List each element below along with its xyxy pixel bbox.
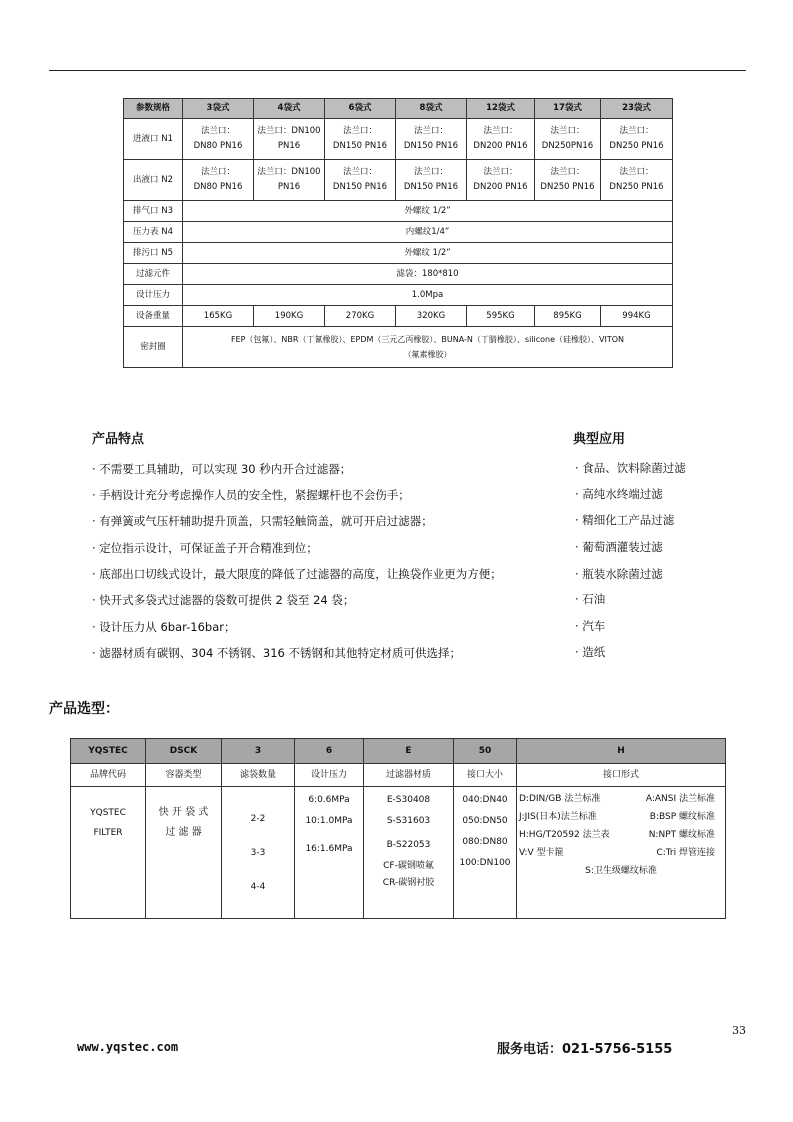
spec-cell: 法兰口：DN100 PN16 [254, 160, 325, 201]
selection-options-row [71, 787, 726, 919]
spec-header-row [124, 99, 673, 119]
spec-cell: 法兰口： DN80 PN16 [183, 119, 254, 160]
interface-option-row: S:卫生级螺纹标准 [585, 866, 657, 876]
spec-cell: 法兰口： DN250PN16 [535, 119, 601, 160]
spec-cell: 法兰口： DN150 PN16 [396, 160, 467, 201]
name-cell: 接口大小 [454, 764, 517, 787]
spec-header-cell: 8袋式 [396, 99, 467, 119]
brand-options: YQSTEC FILTER [71, 787, 146, 919]
spec-row-outlet [124, 160, 673, 201]
code-cell: YQSTEC [71, 739, 146, 764]
application-item: · 造纸 [575, 645, 606, 659]
row-label: 排污口 N5 [124, 243, 183, 264]
spec-cell: 法兰口： DN200 PN16 [467, 119, 535, 160]
spec-cell: 994KG [601, 306, 673, 327]
row-label: 进液口 N1 [124, 119, 183, 160]
spec-cell: 270KG [325, 306, 396, 327]
interface-option-row: J:JIS(日本)法兰标准 B:BSP 螺纹标准 [519, 812, 715, 822]
spec-table [123, 98, 673, 368]
spec-row-inlet [124, 119, 673, 160]
name-cell: 接口形式 [517, 764, 726, 787]
code-cell: 50 [454, 739, 517, 764]
application-item: · 精细化工产品过滤 [575, 513, 675, 527]
spec-header-cell: 6袋式 [325, 99, 396, 119]
feature-item: · 定位指示设计，可保证盖子开合精准到位； [92, 541, 318, 555]
interface-option-row: D:DIN/GB 法兰标准 A:ANSI 法兰标准 [519, 794, 715, 804]
spec-cell: 法兰口： DN250 PN16 [601, 119, 673, 160]
feature-item: · 设计压力从 6bar-16bar； [92, 620, 236, 634]
material-options: E-S30408 S-S31603 B-S22053 CF-碳钢喷氟 CR-碳钢衬胶 [364, 787, 454, 919]
feature-item: · 滤器材质有碳钢、304 不锈钢、316 不锈钢和其他特定材质可供选择； [92, 646, 462, 660]
spec-header-cell: 17袋式 [535, 99, 601, 119]
spec-cell: FEP（包氟）、NBR（丁氰橡胶）、EPDM（三元乙丙橡胶）、BUNA-N（丁腈橡胶）、silicone（硅橡胶）、VITON （氟素橡胶） [183, 327, 673, 368]
spec-row-vent [124, 201, 673, 222]
feature-item: · 底部出口切线式设计，最大限度的降低了过滤器的高度，让换袋作业更为方便； [92, 567, 502, 581]
spec-cell: 320KG [396, 306, 467, 327]
name-cell: 品牌代码 [71, 764, 146, 787]
application-item: · 食品、饮料除菌过滤 [575, 461, 686, 475]
spec-cell: 法兰口： DN200 PN16 [467, 160, 535, 201]
spec-cell: 1.0Mpa [183, 285, 673, 306]
row-label: 压力表 N4 [124, 222, 183, 243]
spec-row-drain [124, 243, 673, 264]
selection-name-row [71, 764, 726, 787]
footer-url[interactable]: www.yqstec.com [77, 1040, 179, 1054]
application-item: · 石油 [575, 592, 606, 606]
spec-row-pressure [124, 285, 673, 306]
spec-cell: 内螺纹1/4” [183, 222, 673, 243]
application-item: · 葡萄酒灌装过滤 [575, 540, 663, 554]
selection-title: 产品选型： [49, 701, 119, 717]
spec-cell: 法兰口： DN250 PN16 [601, 160, 673, 201]
spec-cell: 法兰口： DN250 PN16 [535, 160, 601, 201]
spec-cell: 滤袋：180*810 [183, 264, 673, 285]
header-rule [49, 70, 746, 71]
spec-cell: 外螺纹 1/2” [183, 243, 673, 264]
name-cell: 过滤器材质 [364, 764, 454, 787]
spec-row-seal [124, 327, 673, 368]
spec-cell: 895KG [535, 306, 601, 327]
interface-option-row: H:HG/T20592 法兰表 N:NPT 螺纹标准 [519, 830, 715, 840]
spec-header-cell: 参数规格 [124, 99, 183, 119]
application-item: · 汽车 [575, 619, 606, 633]
interface-option-row: V:V 型卡箍 C:Tri 焊管连接 [519, 848, 715, 858]
selection-code-row [71, 739, 726, 764]
row-label: 设备重量 [124, 306, 183, 327]
name-cell: 容器类型 [146, 764, 222, 787]
spec-cell: 165KG [183, 306, 254, 327]
spec-row-element [124, 264, 673, 285]
bag-options: 2-2 3-3 4-4 [222, 787, 295, 919]
features-title: 产品特点 [92, 432, 145, 447]
code-cell: H [517, 739, 726, 764]
pressure-options: 6:0.6MPa 10:1.0MPa 16:1.6MPa [295, 787, 364, 919]
spec-cell: 法兰口： DN150 PN16 [325, 119, 396, 160]
spec-cell: 法兰口：DN100 PN16 [254, 119, 325, 160]
spec-cell: 法兰口： DN80 PN16 [183, 160, 254, 201]
spec-cell: 外螺纹 1/2” [183, 201, 673, 222]
code-cell: DSCK [146, 739, 222, 764]
interface-options [517, 787, 726, 919]
spec-header-cell: 12袋式 [467, 99, 535, 119]
row-label: 出液口 N2 [124, 160, 183, 201]
name-cell: 设计压力 [295, 764, 364, 787]
spec-row-weight [124, 306, 673, 327]
application-item: · 瓶装水除菌过滤 [575, 567, 663, 581]
feature-item: · 有弹簧或气压杆辅助提升顶盖，只需轻触筒盖，就可开启过滤器； [92, 514, 433, 528]
code-cell: 3 [222, 739, 295, 764]
spec-cell: 190KG [254, 306, 325, 327]
spec-cell: 法兰口： DN150 PN16 [396, 119, 467, 160]
spec-row-gauge [124, 222, 673, 243]
footer-phone: 服务电话：021-5756-5155 [497, 1042, 673, 1057]
row-label: 过滤元件 [124, 264, 183, 285]
page-number: 33 [732, 1024, 746, 1037]
row-label: 设计压力 [124, 285, 183, 306]
spec-header-cell: 3袋式 [183, 99, 254, 119]
applications-title: 典型应用 [573, 432, 626, 447]
feature-item: · 不需要工具辅助，可以实现 30 秒内开合过滤器； [92, 462, 352, 476]
feature-item: · 手柄设计充分考虑操作人员的安全性，紧握螺杆也不会伤手； [92, 488, 410, 502]
application-item: · 高纯水终端过滤 [575, 487, 663, 501]
row-label: 密封圈 [124, 327, 183, 368]
type-options: 快 开 袋 式 过 滤 器 [146, 787, 222, 919]
row-label: 排气口 N3 [124, 201, 183, 222]
name-cell: 滤袋数量 [222, 764, 295, 787]
spec-cell: 595KG [467, 306, 535, 327]
spec-cell: 法兰口： DN150 PN16 [325, 160, 396, 201]
feature-item: · 快开式多袋式过滤器的袋数可提供 2 袋至 24 袋； [92, 593, 355, 607]
selection-table [70, 738, 726, 919]
spec-header-cell: 4袋式 [254, 99, 325, 119]
spec-header-cell: 23袋式 [601, 99, 673, 119]
size-options: 040:DN40 050:DN50 080:DN80 100:DN100 [454, 787, 517, 919]
code-cell: 6 [295, 739, 364, 764]
code-cell: E [364, 739, 454, 764]
